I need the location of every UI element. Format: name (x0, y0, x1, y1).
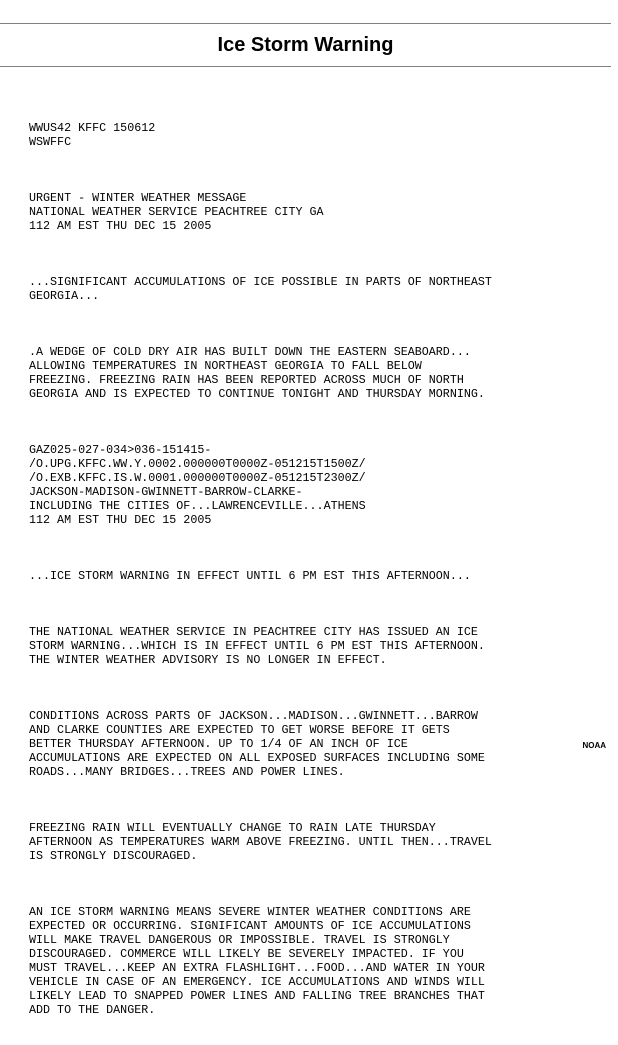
headline-summary: ...SIGNIFICANT ACCUMULATIONS OF ICE POSSIBLE IN PARTS OF NORTHEAST GEORGIA... (29, 275, 492, 303)
warning-headline: ...ICE STORM WARNING IN EFFECT UNTIL 6 PM EST THIS AFTERNOON... (29, 569, 471, 583)
synopsis-paragraph: .A WEDGE OF COLD DRY AIR HAS BUILT DOWN THE EASTERN SEABOARD... ALLOWING TEMPERATURES IN NORTHEAST GEORGIA TO FALL BELOW FREEZING. FREEZING RAIN HAS BEEN REPORTED ACROSS MUCH OF NORTH GEORGIA AND IS EXPECTED TO CONTINUE TONIGHT AND THURSDAY MORNING. (29, 345, 485, 401)
title-top-rule (0, 23, 611, 24)
bulletin-header: WWUS42 KFFC 150612 WSWFFC (29, 121, 156, 149)
title-bottom-rule (0, 66, 611, 67)
page-title: Ice Storm Warning (217, 34, 394, 56)
issuance-paragraph: THE NATIONAL WEATHER SERVICE IN PEACHTREE CITY HAS ISSUED AN ICE STORM WARNING...WHICH IS IN EFFECT UNTIL 6 PM EST THIS AFTERNOON. THE WINTER WEATHER ADVISORY IS NO LONGER IN EFFECT. (29, 625, 485, 667)
source-credit: NOAA (582, 741, 606, 750)
definition-paragraph: AN ICE STORM WARNING MEANS SEVERE WINTER WEATHER CONDITIONS ARE EXPECTED OR OCCURRING. SIGNIFICANT AMOUNTS OF ICE ACCUMULATIONS WILL MAKE TRAVEL DANGEROUS OR IMPOSSIBLE. TRAVEL IS STRONGLY DISCOURAGED. COMMERCE WILL LIKELY BE SEVERELY IMPACTED. IF YOU MUST TRAVEL...KEEP AN EXTRA FLASHLIGHT...FOOD...AND WATER IN YOUR VEHICLE IN CASE OF AN EMERGENCY. ICE ACCUMULATIONS AND WINDS WILL LIKELY LEAD TO SNAPPED POWER LINES AND FALLING TREE BRANCHES THAT ADD TO THE DANGER. (29, 905, 485, 1017)
conditions-paragraph: CONDITIONS ACROSS PARTS OF JACKSON...MADISON...GWINNETT...BARROW AND CLARKE COUNTIES ARE EXPECTED TO GET WORSE BEFORE IT GETS BETTER THURSDAY AFTERNOON. UP TO 1/4 OF AN INCH OF ICE ACCUMULATIONS ARE EXPECTED ON ALL EXPOSED SURFACES INCLUDING SOME ROADS...MANY BRIDGES...TREES AND POWER LINES. (29, 709, 485, 779)
zone-codes-block: GAZ025-027-034>036-151415- /O.UPG.KFFC.WW.Y.0002.000000T0000Z-051215T1500Z/ /O.EXB.KFFC.IS.W.0001.000000T0000Z-051215T2300Z/ JACKSON-MADISON-GWINNETT-BARROW-CLARKE- INCLUDING THE CITIES OF...LAWRENCEVILLE...ATHENS 112 AM EST THU DEC 15 2005 (29, 443, 366, 527)
forecast-paragraph: FREEZING RAIN WILL EVENTUALLY CHANGE TO RAIN LATE THURSDAY AFTERNOON AS TEMPERATURES WARM ABOVE FREEZING. UNTIL THEN...TRAVEL IS STRONGLY DISCOURAGED. (29, 821, 492, 863)
warning-bulletin-text (29, 93, 609, 1045)
message-heading: URGENT - WINTER WEATHER MESSAGE NATIONAL WEATHER SERVICE PEACHTREE CITY GA 112 AM EST THU DEC 15 2005 (29, 191, 324, 233)
